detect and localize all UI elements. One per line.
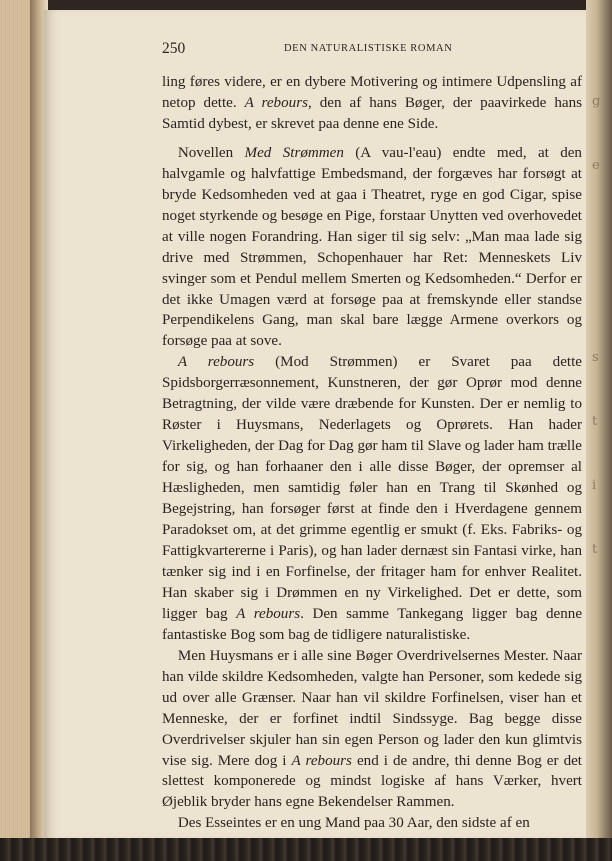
text-run: Novellen [177, 144, 245, 161]
paragraph-4 [162, 646, 582, 814]
text-run: ling føres videre, er en dybere Motivering og intimere Udpensling af netop dette. [162, 74, 582, 111]
book-title-italic: A rebours [291, 752, 352, 769]
paragraph-3 [162, 352, 582, 645]
text-run: (A vau-l'eau) endte med, at den halvgamle og halvfattige Embedsmand, der forgæves har forsøgt at bryde Kedsomheden ved at gaa i Theatret, ryge en god Cigar, spise noget styrkende og besøge en Pige, forstaar Unytten ved overhovedet at ville nogen Forandring. Han siger til sig selv: „Man maa lade sig drive med Strømmen, Schopenhauer har Ret: Menneskets Liv svinger som et Pendul mellem Smerten og Kedsomheden.“ Derfor er det ikke Umagen værd at forsøge paa at fremskynde eller standse Perpendikelens Gang, man skal bare lægge Armene overkors og forsøge paa at sove. [162, 144, 582, 350]
book-title-italic: A rebours [177, 354, 255, 371]
paragraph-5 [162, 813, 582, 834]
paragraph-1 [162, 72, 582, 135]
facing-page-margin-letters [592, 70, 608, 582]
margin-letter: i [592, 478, 597, 493]
margin-letter: g [592, 94, 601, 109]
running-head [162, 40, 582, 62]
text-run: (Mod Strømmen) er Svaret paa dette Spidsborgerræsonnement, Kunstneren, der gør Oprør mod denne Betragtning, der vilde være dræbende for Kunsten. Der er nemlig to Røster i Huysmans, Nederlagets og Oprørets. Han hader Virkeligheden, der Dag for Dag gør ham til Slave og lader ham trælle for sig, og han forhaaner den i alle disse Bøger, der opremser al Hæsligheden, men samtidig føler han en Trang til Skønhed og Begejstring, han forsøger først at finde den i Hverdagene gennem Paradokset om, at det grimme egentlig er smukt (f. Eks. Fabriks- og Fattigkvartererne i Paris), og han lader dernæst sin Fantasi virke, han tænker sig ind i en Forfinelse, der fritager ham for enhver Realitet. Han skaber sig i Drømmen en ny Virkelighed. Det er dette, som ligger bag [162, 354, 582, 622]
page-number: 250 [162, 40, 186, 57]
margin-letter: e [592, 158, 600, 173]
margin-letter [592, 198, 608, 262]
paragraph-2 [162, 143, 582, 353]
text-run: . Den samme Tankegang ligger bag denne fantastiske Bog som bag de tidligere naturalistiske. [162, 605, 583, 643]
text-run: , den af hans Bøger, der paavirkede hans Samtid dybest, er skrevet paa denne ene Side. [162, 94, 583, 132]
book-page-stack [0, 0, 34, 861]
dark-background-bottom [0, 838, 612, 861]
body-text [162, 72, 582, 834]
book-title-italic: A rebours [236, 605, 301, 622]
text-run: Des Esseintes er en ung Mand paa 30 Aar, den sidste af en [177, 815, 530, 832]
text-run: end i de andre, thi denne Bog er det slettest komponerede og mindst logiske af hans Værker, hvert Øjeblik bryder hans egne Bekendelser Rammen. [162, 752, 583, 811]
dark-background-top [0, 0, 612, 10]
margin-letter: s [592, 350, 599, 365]
book-title-italic: A rebours [244, 94, 308, 111]
margin-letter: t [592, 542, 598, 557]
book-title-italic: Med Strømmen [244, 144, 344, 161]
running-title: DEN NATURALISTISKE ROMAN [284, 43, 453, 54]
margin-letter [592, 262, 608, 326]
text-run: Men Huysmans er i alle sine Bøger Overdrivelsernes Mester. Naar han vilde skildre Kedsomheden, valgte han Personer, som kedede sig ud over alle Grænser. Naar han vil skildre Forfinelsen, viser han et Menneske, der er forfinet indtil Sindssyge. Bag begge disse Overdrivelser skjuler han sin egen Person og lader den kun glimtvis vise sig. Mere dog i [162, 647, 582, 769]
margin-letter: t [592, 414, 598, 429]
